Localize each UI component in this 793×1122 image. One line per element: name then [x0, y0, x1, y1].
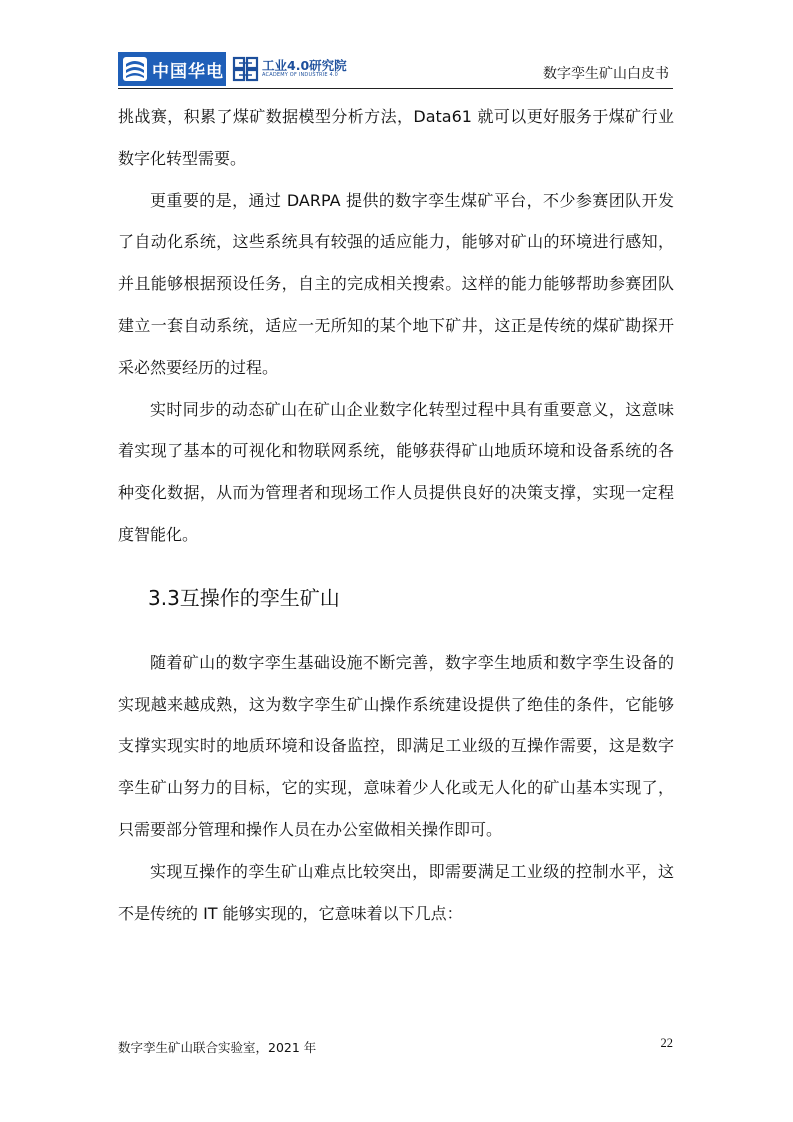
academy-logo-title: 工业4.0研究院: [262, 58, 347, 73]
paragraph: 随着矿山的数字孪生基础设施不断完善，数字孪生地质和数字孪生设备的实现越来越成熟，这为数字孪生矿山操作系统建设提供了绝佳的条件，它能够支撑实现实时的地质环境和设备监控，即满足工业级的互操作需要，这是数字孪生矿山努力的目标，它的实现，意味着少人化或无人化的矿山基本实现了，只需要部分管理和操作人员在办公室做相关操作即可。: [118, 652, 674, 839]
page-body: [118, 96, 674, 934]
huadian-logo-icon: [122, 56, 148, 82]
page-number: 22: [660, 1036, 673, 1050]
section-heading: 3.3互操作的孪生矿山: [148, 585, 340, 610]
footer-source: 数字孪生矿山联合实验室，2021 年: [118, 1040, 317, 1055]
academy-logo: [232, 56, 347, 86]
academy-logo-icon: [232, 56, 260, 82]
academy-logo-subtitle: ACADEMY OF INDUSTRIE 4.0: [262, 72, 339, 78]
huadian-logo: [118, 52, 226, 86]
huadian-logo-text: 中国华电: [152, 61, 224, 82]
paragraph: 实现互操作的孪生矿山难点比较突出，即需要满足工业级的控制水平，这不是传统的 IT 能够实现的，它意味着以下几点：: [118, 861, 674, 923]
page-header: [118, 50, 673, 89]
paragraph: 更重要的是，通过 DARPA 提供的数字孪生煤矿平台，不少参赛团队开发了自动化系统，这些系统具有较强的适应能力，能够对矿山的环境进行感知，并且能够根据预设任务，自主的完成相关搜索。这样的能力能够帮助参赛团队建立一套自动系统，适应一无所知的某个地下矿井，这正是传统的煤矿勘探开采必然要经历的过程。: [118, 190, 674, 377]
paragraph: 实时同步的动态矿山在矿山企业数字化转型过程中具有重要意义，这意味着实现了基本的可视化和物联网系统，能够获得矿山地质环境和设备系统的各种变化数据，从而为管理者和现场工作人员提供良好的决策支撑，实现一定程度智能化。: [118, 399, 674, 544]
document-title: 数字孪生矿山白皮书: [543, 66, 669, 82]
paragraph: 挑战赛，积累了煤矿数据模型分析方法，Data61 就可以更好服务于煤矿行业数字化转型需要。: [118, 107, 674, 168]
